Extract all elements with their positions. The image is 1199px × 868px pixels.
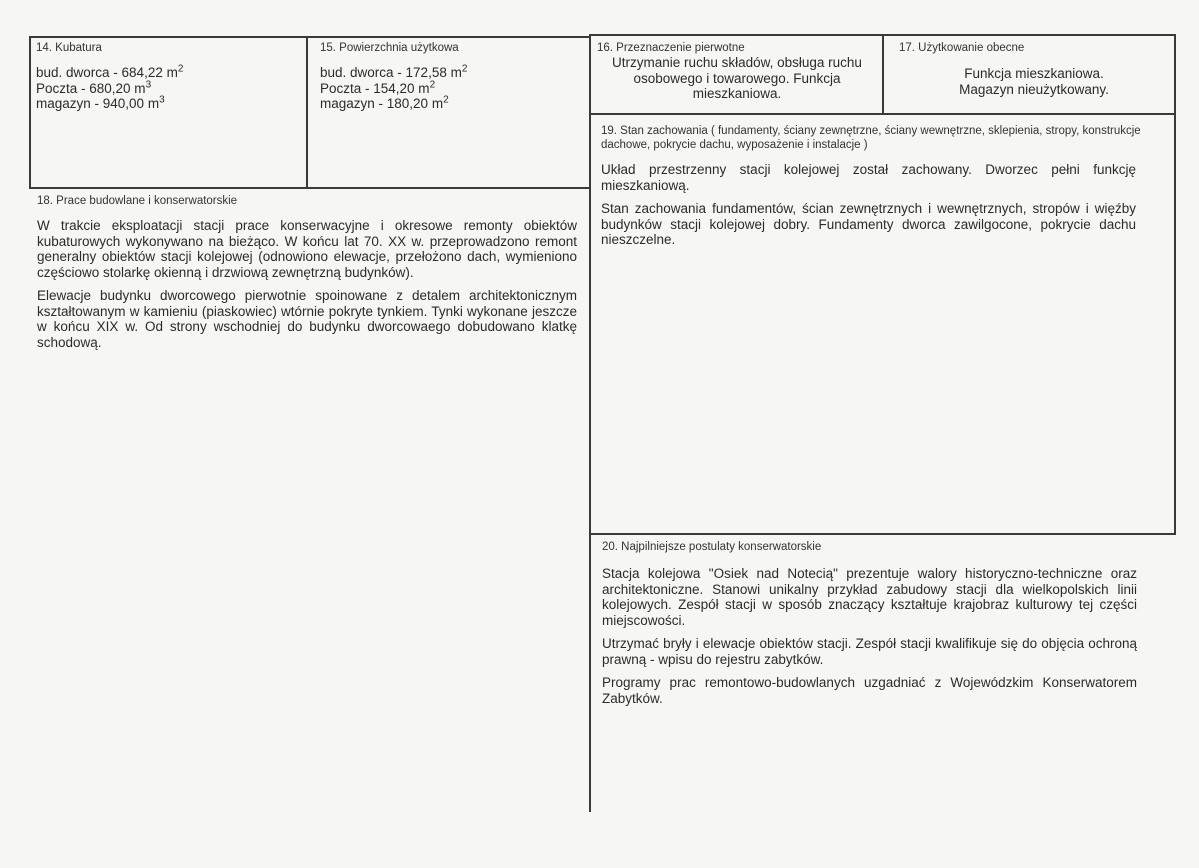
stan-paragraph: Układ przestrzenny stacji kolejowej został zachowany. Dworzec pełni funkcję mieszkaniową.: [601, 162, 1136, 193]
section-powierzchnia: [320, 41, 585, 181]
row-divider-right-top: [589, 113, 1176, 115]
prace-paragraph: W trakcie eksploatacji stacji prace konserwacyjne i okresowe remonty obiektów kubaturowych wykonywano na bieżąco. W końcu lat 70. XX w. przeprowadzono remont generalny obiektów stacji kolejowej (odnowiono elewacje, przełożono dach, wymieniono częściowo stolarkę okienną i drzwiową zewnętrzną budynków).: [37, 218, 577, 280]
divider-16-17: [882, 34, 884, 114]
powierzchnia-row: bud. dworca - 172,58 $m^2$: [320, 63, 468, 80]
postulaty-paragraph: Stacja kolejowa "Osiek nad Notecią" prezentuje walory historyczno-techniczne oraz architektoniczne. Stanowi unikalny przykład zabudowy stacji dla wielkopolskich linii kolejowych. Zespół stacji w sposób znaczący kształtuje krajobraz kulturowy tej części miejscowości.: [602, 566, 1137, 628]
section-postulaty: [602, 540, 1137, 805]
row-divider-right-mid: [589, 533, 1176, 535]
kubatura-row: magazyn - 940,00 $m^3$: [36, 94, 165, 111]
postulaty-paragraph: Utrzymać bryły i elewacje obiektów stacji. Zespół stacji kwalifikuje się do objęcia ochroną prawną - wpisu do rejestru zabytków.: [602, 636, 1137, 667]
left-border: [29, 36, 31, 188]
postulaty-heading: 20. Najpilniejsze postulaty konserwatorskie: [602, 541, 822, 553]
prace-paragraph: Elewacje budynku dworcowego pierwotnie spoinowane z detalem architektonicznym kształtowanym w kamieniu (piaskowiec) wtórnie pokryte tynkiem. Tynki wykonane jeszcze w końcu XIX w. Od strony wschodniej do budynku dworcowaego dobudowano klatkę schodową.: [37, 288, 577, 350]
kubatura-row: Poczta - 680,20 $m^3$: [36, 79, 152, 96]
kubatura-row: bud. dworca - 684,22 $m^2$: [36, 63, 184, 80]
stan-heading: 19. Stan zachowania ( fundamenty, ściany zewnętrzne, ściany wewnętrzne, sklepienia, stropy, konstrukcje dachowe, pokrycie dachu, wyposażenie i instalacje ): [601, 125, 1141, 151]
powierzchnia-row: magazyn - 180,20 $m^2$: [320, 94, 449, 111]
powierzchnia-values: [320, 65, 585, 112]
uzytkowanie-heading: 17. Użytkowanie obecne: [899, 42, 1025, 54]
przeznaczenie-text: Utrzymanie ruchu składów, obsługa ruchu osobowego i towarowego. Funkcja mieszkaniowa.: [612, 55, 862, 101]
powierzchnia-row: Poczta - 154,20 $m^2$: [320, 79, 436, 96]
prace-heading: 18. Prace budowlane i konserwatorskie: [37, 195, 238, 207]
postulaty-paragraph: Programy prac remontowo-budowlanych uzgadniać z Wojewódzkim Konserwatorem Zabytków.: [602, 675, 1137, 706]
uzytkowanie-line1: Funkcja mieszkaniowa.: [964, 66, 1104, 81]
uzytkowanie-line2: Magazyn nieużytkowany.: [959, 81, 1109, 97]
right-border: [1174, 34, 1176, 534]
section-przeznaczenie: [597, 41, 877, 111]
top-border-left: [29, 36, 589, 38]
center-divider: [589, 34, 591, 812]
kubatura-heading: 14. Kubatura: [36, 42, 102, 54]
section-prace: [37, 194, 577, 794]
row-divider-left: [29, 187, 589, 189]
section-stan: [601, 124, 1141, 524]
powierzchnia-heading: 15. Powierzchnia użytkowa: [320, 42, 459, 54]
przeznaczenie-heading: 16. Przeznaczenie pierwotne: [597, 42, 745, 54]
divider-14-15: [306, 36, 308, 188]
section-kubatura: [36, 41, 301, 181]
stan-paragraph: Stan zachowania fundamentów, ścian zewnętrznych i wewnętrznych, stropów i więźby budynków stacji kolejowej dobry. Fundamenty dworca zawilgocone, pokrycie dachu nieszczelne.: [601, 201, 1136, 247]
kubatura-values: [36, 65, 301, 112]
section-uzytkowanie: [899, 41, 1169, 111]
